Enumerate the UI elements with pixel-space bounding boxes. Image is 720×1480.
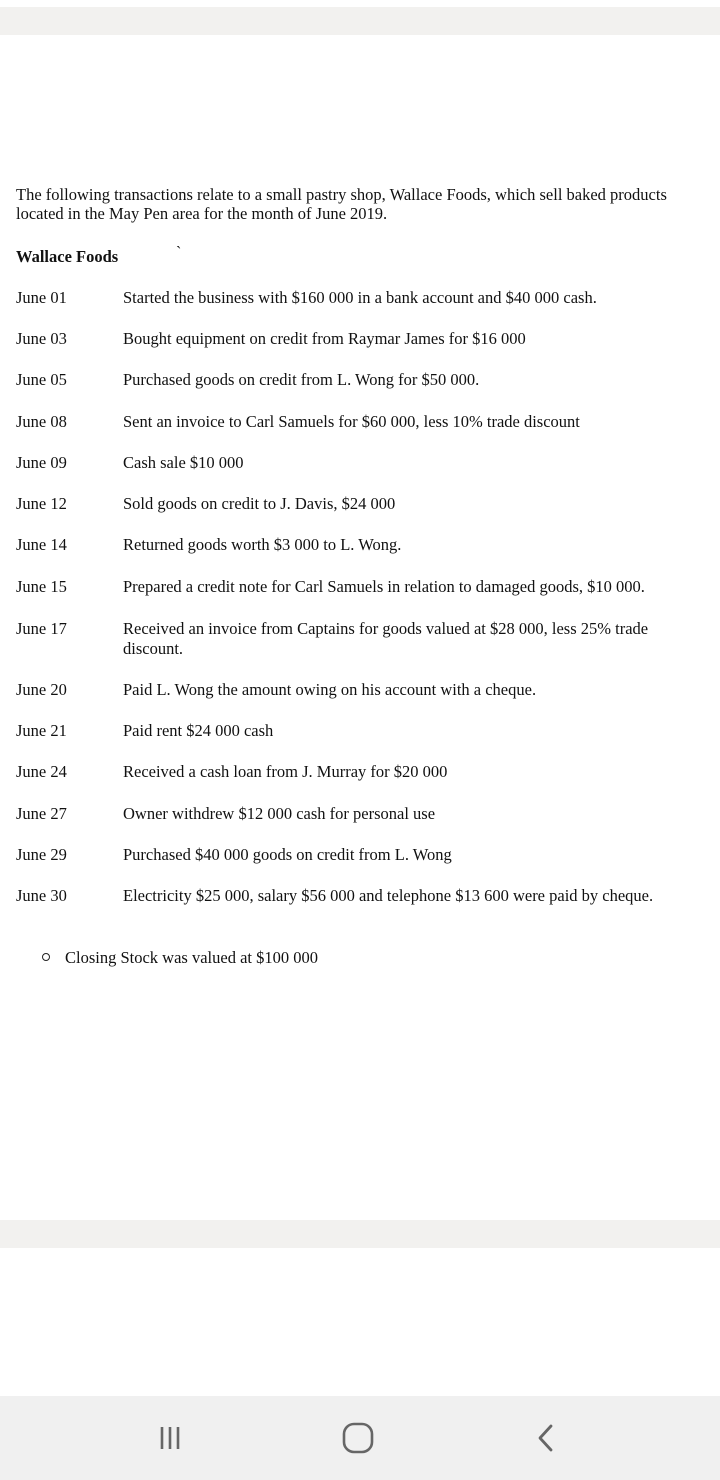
- transaction-description: Paid L. Wong the amount owing on his account with a cheque.: [123, 680, 537, 699]
- transaction-date: June 01: [16, 288, 67, 307]
- transaction-description: Received a cash loan from J. Murray for $20 000: [123, 762, 448, 781]
- company-heading: Wallace Foods: [16, 247, 119, 266]
- transaction-description: Cash sale $10 000: [123, 453, 244, 472]
- recents-icon: [155, 1423, 185, 1453]
- transaction-date: June 03: [16, 329, 67, 348]
- transaction-date: June 27: [16, 804, 67, 823]
- transaction-date: June 15: [16, 577, 67, 596]
- transaction-description: Started the business with $160 000 in a bank account and $40 000 cash.: [123, 288, 597, 307]
- transaction-date: June 14: [16, 535, 67, 554]
- page-gap-strip: [0, 1220, 720, 1248]
- transaction-date: June 09: [16, 453, 67, 472]
- stray-mark: `: [176, 244, 182, 261]
- intro-paragraph: The following transactions relate to a small pastry shop, Wallace Foods, which sell baked products located in the May Pen area for the month of June 2019.: [16, 185, 667, 223]
- transaction-description: Paid rent $24 000 cash: [123, 721, 274, 740]
- top-strip: [0, 7, 720, 35]
- transaction-description: Sold goods on credit to J. Davis, $24 000: [123, 494, 396, 513]
- transaction-date: June 17: [16, 619, 67, 638]
- transaction-description: Bought equipment on credit from Raymar James for $16 000: [123, 329, 526, 348]
- transaction-date: June 21: [16, 721, 67, 740]
- transaction-date: June 29: [16, 845, 67, 864]
- back-icon: [531, 1423, 561, 1453]
- bullet-circle-icon: [42, 953, 50, 961]
- transaction-description: Electricity $25 000, salary $56 000 and telephone $13 600 were paid by cheque.: [123, 886, 654, 905]
- home-button[interactable]: [328, 1416, 388, 1460]
- navigation-bar: [0, 1396, 720, 1480]
- transaction-description: Purchased goods on credit from L. Wong for $50 000.: [123, 370, 480, 389]
- transaction-date: June 24: [16, 762, 67, 781]
- transaction-date: June 05: [16, 370, 67, 389]
- transaction-date: June 30: [16, 886, 67, 905]
- transaction-date: June 12: [16, 494, 67, 513]
- transaction-description: Owner withdrew $12 000 cash for personal use: [123, 804, 436, 823]
- closing-stock-note: [42, 948, 318, 968]
- transaction-date: June 20: [16, 680, 67, 699]
- transaction-description: Sent an invoice to Carl Samuels for $60 000, less 10% trade discount: [123, 412, 580, 431]
- closing-stock-text: Closing Stock was valued at $100 000: [65, 948, 318, 967]
- back-button[interactable]: [516, 1416, 576, 1460]
- recents-button[interactable]: [140, 1416, 200, 1460]
- transaction-description: Received an invoice from Captains for goods valued at $28 000, less 25% trade discount.: [123, 619, 649, 658]
- transaction-date: June 08: [16, 412, 67, 431]
- transaction-description: Returned goods worth $3 000 to L. Wong.: [123, 535, 402, 554]
- document-page[interactable]: [0, 35, 720, 1220]
- home-icon: [341, 1421, 375, 1455]
- transaction-description: Prepared a credit note for Carl Samuels in relation to damaged goods, $10 000.: [123, 577, 645, 596]
- transaction-description: Purchased $40 000 goods on credit from L. Wong: [123, 845, 452, 864]
